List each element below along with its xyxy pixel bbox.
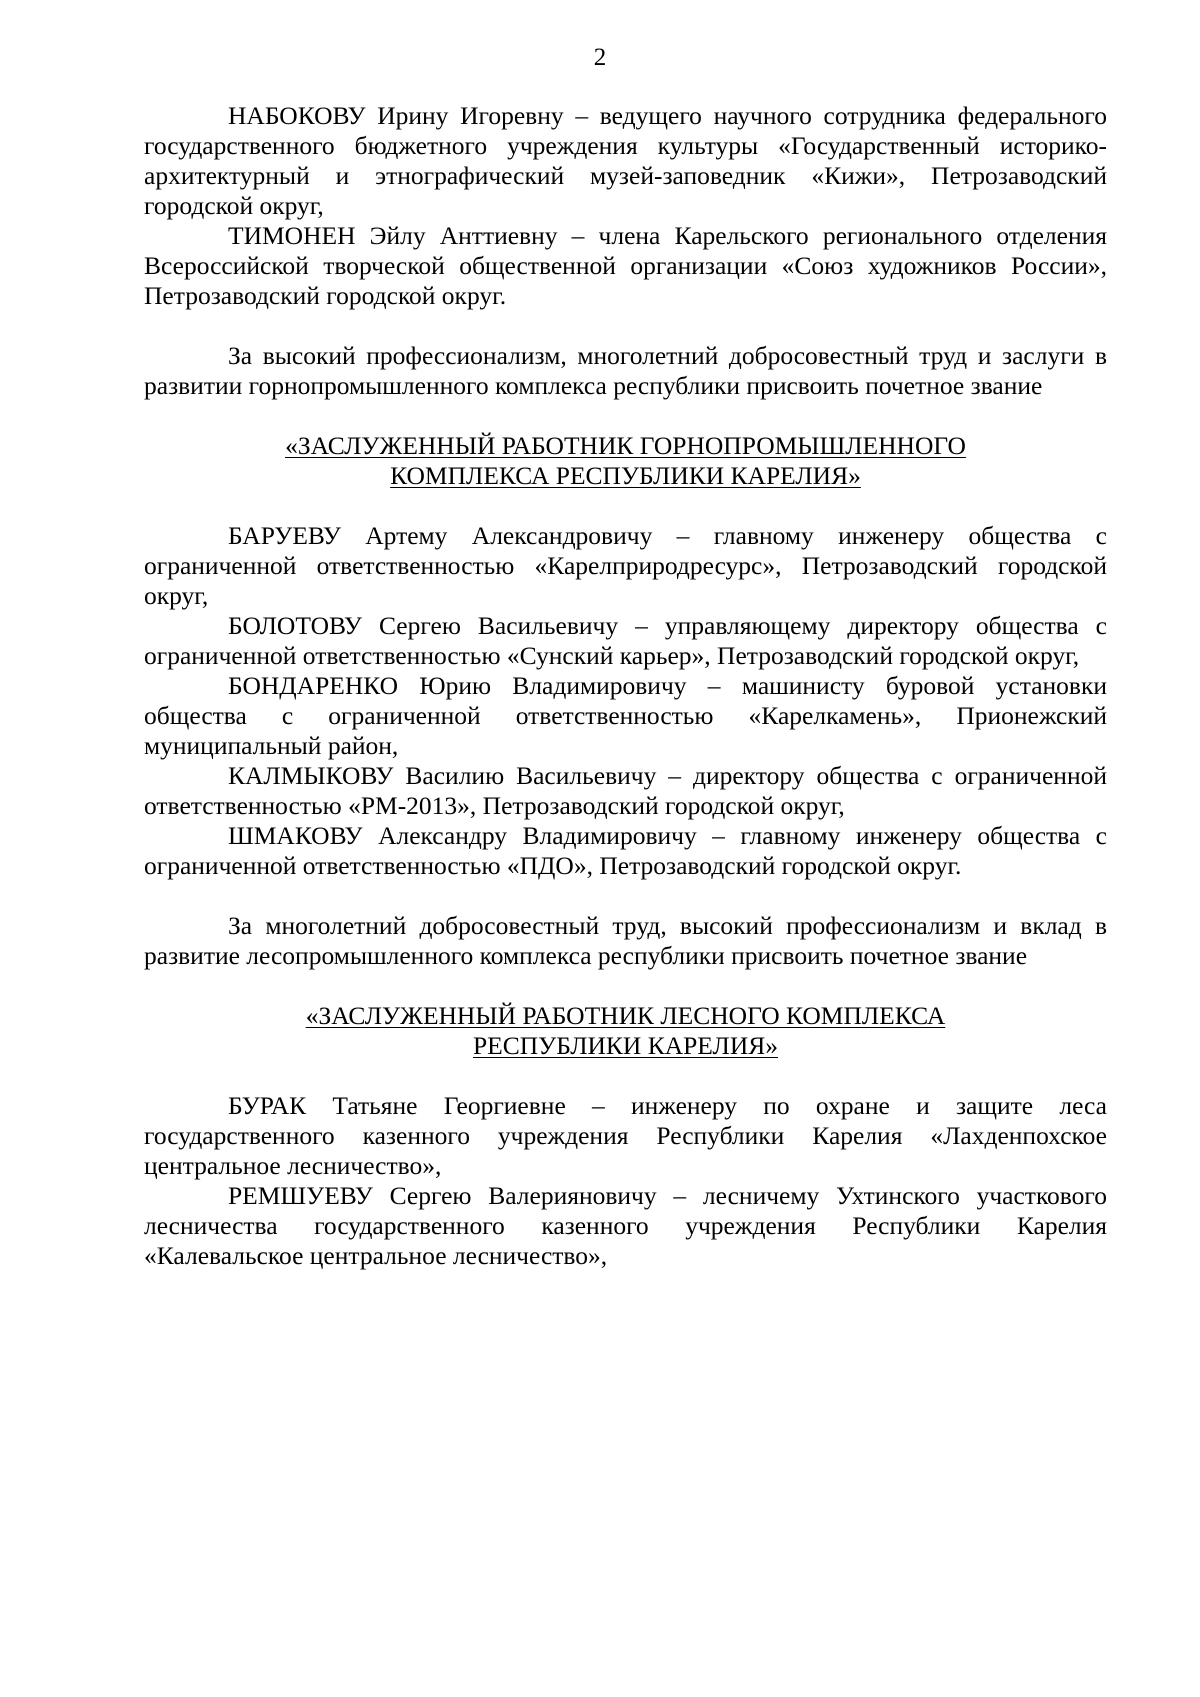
- document-paragraph: РЕМШУЕВУ Сергею Валерияновичу – лесничему Ухтинского участкового лесничества государственного казенного учреждения Республики Карелия «Калевальское центральное лесничество»,: [144, 1181, 1107, 1270]
- paragraph-spacer: [144, 971, 1107, 1001]
- paragraph-spacer: [144, 1061, 1107, 1091]
- document-paragraph: КАЛМЫКОВУ Василию Васильевичу – директору общества с ограниченной ответственностью «РМ-2013», Петрозаводский городской округ,: [144, 761, 1107, 820]
- honorary-title-heading: [144, 1001, 1107, 1061]
- document-paragraph: За многолетний добросовестный труд, высокий профессионализм и вклад в развитие лесопромышленного комплекса республики присвоить почетное звание: [144, 911, 1107, 970]
- document-paragraph: БАРУЕВУ Артему Александровичу – главному инженеру общества с ограниченной ответственностью «Карелприродресурс», Петрозаводский городской округ,: [144, 521, 1107, 610]
- document-paragraph: НАБОКОВУ Ирину Игоревну – ведущего научного сотрудника федерального государственного бюджетного учреждения культуры «Государственный историко-архитектурный и этнографический музей-заповедник «Кижи», Петрозаводский городской округ,: [144, 101, 1107, 220]
- document-paragraph: ТИМОНЕН Эйлу Анттиевну – члена Карельского регионального отделения Всероссийской творческой общественной организации «Союз художников России», Петрозаводский городской округ.: [144, 221, 1107, 310]
- honorary-title-line: КОМПЛЕКСА РЕСПУБЛИКИ КАРЕЛИЯ»: [390, 461, 861, 490]
- page-number: 2: [593, 44, 607, 71]
- paragraph-spacer: [144, 401, 1107, 431]
- document-body: [144, 101, 1107, 1271]
- honorary-title-line: «ЗАСЛУЖЕННЫЙ РАБОТНИК ГОРНОПРОМЫШЛЕННОГО: [285, 431, 966, 460]
- document-paragraph: БОНДАРЕНКО Юрию Владимировичу – машинисту буровой установки общества с ограниченной ответственностью «Карелкамень», Прионежский муниципальный район,: [144, 671, 1107, 760]
- document-paragraph: ШМАКОВУ Александру Владимировичу – главному инженеру общества с ограниченной ответственностью «ПДО», Петрозаводский городской округ.: [144, 821, 1107, 880]
- paragraph-spacer: [144, 491, 1107, 521]
- honorary-title-line: РЕСПУБЛИКИ КАРЕЛИЯ»: [472, 1031, 779, 1060]
- document-paragraph: БУРАК Татьяне Георгиевне – инженеру по охране и защите леса государственного казенного учреждения Республики Карелия «Лахденпохское центральное лесничество»,: [144, 1091, 1107, 1180]
- honorary-title-heading: [144, 431, 1107, 491]
- paragraph-spacer: [144, 881, 1107, 911]
- paragraph-spacer: [144, 311, 1107, 341]
- document-paragraph: За высокий профессионализм, многолетний добросовестный труд и заслуги в развитии горнопромышленного комплекса республики присвоить почетное звание: [144, 341, 1107, 400]
- honorary-title-line: «ЗАСЛУЖЕННЫЙ РАБОТНИК ЛЕСНОГО КОМПЛЕКСА: [305, 1001, 946, 1030]
- document-paragraph: БОЛОТОВУ Сергею Васильевичу – управляющему директору общества с ограниченной ответственностью «Сунский карьер», Петрозаводский городской округ,: [144, 611, 1107, 670]
